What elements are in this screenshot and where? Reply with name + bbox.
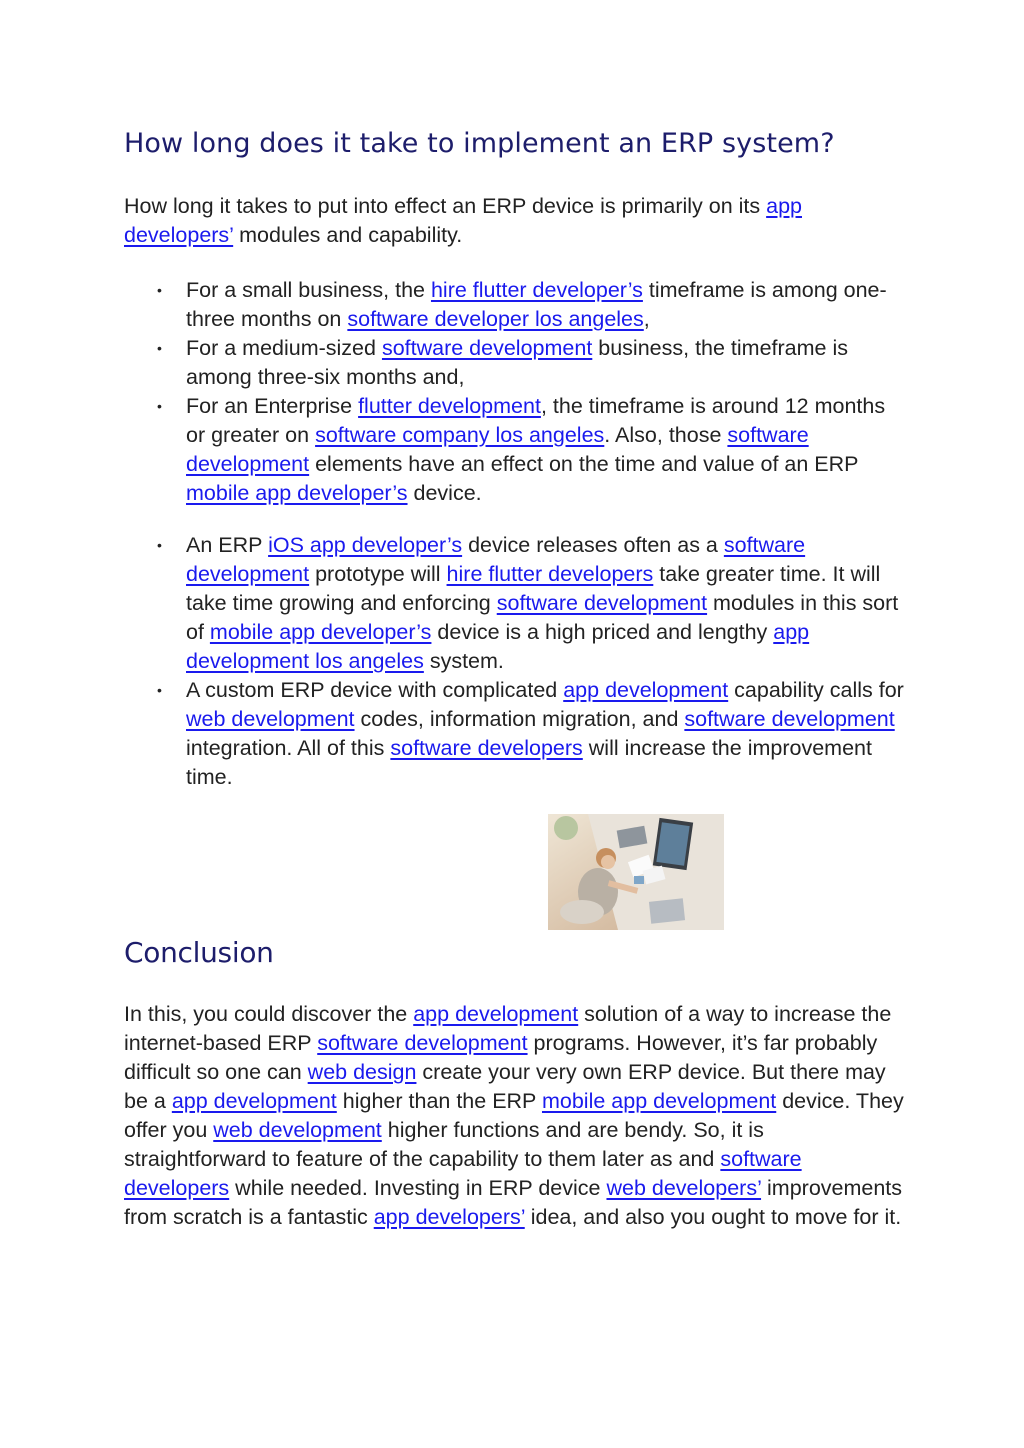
inline-link[interactable]: software development xyxy=(186,423,809,476)
inline-link[interactable]: flutter development xyxy=(358,394,541,418)
inline-link[interactable]: software development xyxy=(381,336,593,360)
text-run: higher functions and are bendy. So, it is straightforward to feature of the capability to them later as and xyxy=(124,1118,764,1171)
list-item xyxy=(124,676,904,792)
inline-link[interactable]: app development xyxy=(563,678,729,702)
timeframe-list xyxy=(124,276,904,508)
text-run: timeframe is among one-three months on xyxy=(186,278,887,331)
inline-link[interactable]: software development xyxy=(496,591,708,615)
text-run: create your very own ERP device. But there may be a xyxy=(124,1060,886,1113)
text-run: elements have an effect on the time and value of an ERP xyxy=(309,452,859,476)
text-run: codes, information migration, and xyxy=(354,707,685,731)
inline-link[interactable]: mobile app developer’s xyxy=(209,620,432,644)
text-run: How long it takes to put into effect an ERP device is primarily on its xyxy=(124,194,767,218)
bullet-icon: • xyxy=(157,682,162,698)
text-run: will increase the improvement time. xyxy=(186,736,872,789)
inline-link[interactable]: hire flutter developers xyxy=(446,562,654,586)
text-run: improvements from scratch is a fantastic xyxy=(124,1176,903,1229)
text-run: higher than the ERP xyxy=(336,1089,542,1113)
intro-paragraph xyxy=(124,192,904,250)
text-run: , the timeframe is around 12 months or greater on xyxy=(186,394,886,447)
inline-link[interactable]: hire flutter developer’s xyxy=(430,278,643,302)
list-item xyxy=(124,276,904,334)
text-run: modules and capability. xyxy=(233,223,463,247)
text-run: device. xyxy=(407,481,482,505)
text-run: . Also, those xyxy=(604,423,728,447)
inline-link[interactable]: web developers’ xyxy=(606,1176,762,1200)
text-run: solution of a way to increase the internet-based ERP xyxy=(124,1002,892,1055)
text-run: prototype will xyxy=(309,562,447,586)
inline-link[interactable]: software development xyxy=(317,1031,528,1055)
list-item xyxy=(124,531,904,676)
text-run: while needed. Investing in ERP device xyxy=(229,1176,607,1200)
text-run: integration. All of this xyxy=(186,736,391,760)
bullet-icon: • xyxy=(157,398,162,414)
inline-link[interactable]: web development xyxy=(186,707,355,731)
inline-link[interactable]: software development xyxy=(186,533,806,586)
text-run: For a small business, the xyxy=(186,278,431,302)
text-run: device. They offer you xyxy=(124,1089,904,1142)
text-run: device releases often as a xyxy=(462,533,724,557)
inline-link[interactable]: software company los angeles xyxy=(315,423,605,447)
text-run: programs. However, it’s far probably difficult so one can xyxy=(124,1031,878,1084)
inline-link[interactable]: app development xyxy=(171,1089,337,1113)
section-heading-erp-timeline: How long does it take to implement an ERP system? xyxy=(124,128,835,159)
inline-link[interactable]: software developers xyxy=(124,1147,802,1200)
bullet-icon: • xyxy=(157,282,162,298)
list-item xyxy=(124,392,904,508)
text-run: In this, you could discover the xyxy=(124,1002,414,1026)
inline-link[interactable]: software developer los angeles xyxy=(347,307,644,331)
inline-link[interactable]: web development xyxy=(213,1118,382,1142)
text-run: capability calls for xyxy=(728,678,904,702)
inline-link[interactable]: app developers’ xyxy=(373,1205,525,1229)
text-run: take greater time. It will take time growing and enforcing xyxy=(186,562,881,615)
text-run: idea, and also you ought to move for it. xyxy=(524,1205,902,1229)
inline-link[interactable]: software developers xyxy=(390,736,583,760)
bullet-icon: • xyxy=(157,537,162,553)
inline-link[interactable]: mobile app development xyxy=(541,1089,777,1113)
inline-link[interactable]: app development los angeles xyxy=(186,620,810,673)
text-run: device is a high priced and lengthy xyxy=(431,620,774,644)
text-run: system. xyxy=(423,649,504,673)
text-run: modules in this sort of xyxy=(186,591,899,644)
text-run: , xyxy=(643,307,650,331)
inline-link[interactable]: software development xyxy=(684,707,895,731)
list-item xyxy=(124,334,904,392)
text-run: For an Enterprise xyxy=(186,394,359,418)
text-run: An ERP xyxy=(186,533,269,557)
text-run: business, the timeframe is among three-six months and, xyxy=(186,336,849,389)
inline-link[interactable]: mobile app developer’s xyxy=(186,481,408,505)
inline-link[interactable]: app development xyxy=(413,1002,579,1026)
inline-link[interactable]: web design xyxy=(307,1060,417,1084)
developer-workspace-photo xyxy=(548,814,724,930)
text-run: A custom ERP device with complicated xyxy=(186,678,564,702)
inline-link[interactable]: iOS app developer’s xyxy=(268,533,463,557)
factors-list xyxy=(124,531,904,792)
text-run: For a medium-sized xyxy=(186,336,382,360)
conclusion-paragraph xyxy=(124,1000,904,1232)
conclusion-heading: Conclusion xyxy=(124,936,274,969)
bullet-icon: • xyxy=(157,340,162,356)
inline-link[interactable]: app developers’ xyxy=(124,194,802,247)
